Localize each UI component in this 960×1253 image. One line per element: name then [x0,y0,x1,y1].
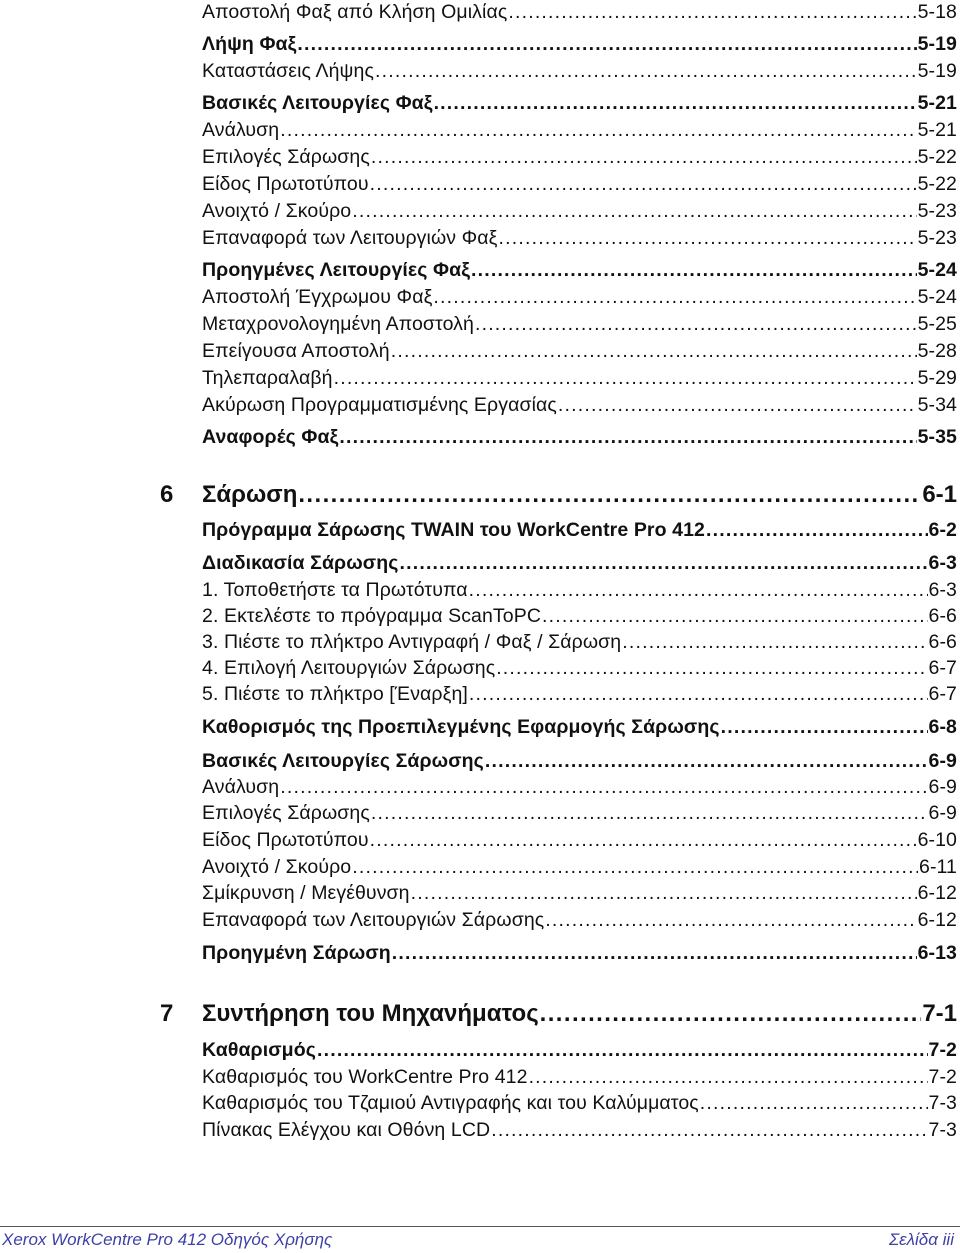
footer-document-title: Xerox WorkCentre Pro 412 Οδηγός Χρήσης [2,1230,333,1249]
toc-entry [202,393,957,417]
toc-entry [202,656,957,680]
toc-entry [202,59,957,83]
dot-leader [371,145,917,169]
dot-leader [485,749,928,773]
dot-leader [508,0,916,24]
toc-entry [202,0,957,24]
toc-entry-page: 6-3 [928,579,957,601]
toc-entry-label: Ακύρωση Προγραμματισμένης Εργασίας [202,394,557,416]
toc-entry-page: 6-11 [919,856,957,878]
toc-section [202,91,957,115]
toc-entry-page: 6-7 [928,657,957,679]
toc-entry-page: 6-9 [928,750,957,772]
dot-leader [469,578,928,602]
dot-leader [545,908,916,932]
toc-entry [202,199,957,223]
toc-entry-page: 6-7 [928,683,957,705]
dot-leader [297,32,916,56]
toc-entry-page: 5-28 [917,340,957,362]
toc-section [202,749,957,773]
toc-entry [202,1065,957,1089]
toc-entry-page: 7-1 [922,1000,957,1027]
dot-leader [280,775,927,799]
toc-entry-page: 5-23 [917,200,957,222]
toc-entry-page: 6-9 [928,802,957,824]
toc-entry-label: Μεταχρονολογημένη Αποστολή [202,313,474,335]
dot-leader [375,59,917,83]
dot-leader [721,715,928,739]
toc-section [202,32,957,56]
toc-entry-label: Συντήρηση του Μηχανήματος [202,1000,539,1027]
toc-entry-page: 7-2 [928,1039,957,1061]
dot-leader [700,1091,928,1115]
toc-entry-page: 6-12 [917,882,957,904]
dot-leader [371,801,928,825]
dot-leader [399,551,927,575]
dot-leader [298,480,921,510]
toc-entry-label: Καθαρισμός [202,1039,316,1061]
toc-entry [202,226,957,250]
toc-section [202,715,957,739]
toc-entry-label: Προηγμένη Σάρωση [202,942,391,964]
toc-entry-label: Επιλογές Σάρωσης [202,802,370,824]
toc-entry [202,1091,957,1115]
toc-entry-page: 5-35 [917,426,957,448]
toc-entry-label: Πίνακας Ελέγχου και Οθόνη LCD [202,1119,491,1141]
toc-entry-label: Επαναφορά των Λειτουργιών Σάρωσης [202,909,545,931]
toc-entry-page: 5-29 [917,367,957,389]
toc-entry-label: 1. Τοποθετήστε τα Πρωτότυπα [202,579,468,601]
toc-entry [202,312,957,336]
toc-entry-page: 5-24 [917,286,957,308]
toc-entry-label: Επιλογές Σάρωσης [202,146,370,168]
toc-entry-page: 6-2 [928,519,957,541]
toc-entry-label: Ανοιχτό / Σκούρο [202,856,352,878]
dot-leader [496,656,927,680]
toc-entry [202,630,957,654]
dot-leader [392,941,917,965]
toc-entry-page: 7-3 [928,1119,957,1141]
toc-entry [202,828,957,852]
toc-entry [202,855,957,879]
toc-entry [202,801,957,825]
toc-entry-label: 5. Πιέστε το πλήκτρο [Έναρξη] [202,683,468,705]
toc-entry-label: 2. Εκτελέστε το πρόγραμμα ScanToPC [202,605,542,627]
toc-entry-label: Βασικές Λειτουργίες Σάρωσης [202,750,484,772]
toc-entry [202,172,957,196]
toc-entry-page: 5-22 [917,173,957,195]
toc-section [202,551,957,575]
toc-entry-page: 6-8 [928,716,957,738]
toc-entry [202,775,957,799]
dot-leader [317,1038,928,1062]
toc-entry-label: Αναφορές Φαξ [202,426,339,448]
toc-entry [202,908,957,932]
toc-entry-label: Ανοιχτό / Σκούρο [202,200,352,222]
toc-section [202,1038,957,1062]
toc-chapter [160,480,957,510]
toc-entry-label: Σμίκρυνση / Μεγέθυνση [202,882,410,904]
toc-entry-page: 5-18 [917,1,957,23]
toc-entry-page: 7-3 [928,1092,957,1114]
dot-leader [622,630,927,654]
dot-leader [280,118,916,142]
toc-entry-label: Λήψη Φαξ [202,33,297,55]
dot-leader [471,258,917,282]
toc-entry-page: 7-2 [928,1066,957,1088]
chapter-number: 6 [160,481,174,508]
toc-entry-page: 6-3 [928,552,957,574]
toc-entry-page: 5-21 [917,119,957,141]
toc-entry-page: 6-13 [917,942,957,964]
dot-leader [706,518,928,542]
toc-entry-page: 6-9 [928,776,957,798]
toc-entry-label: 3. Πιέστε το πλήκτρο Αντιγραφή / Φαξ / Σάρωση [202,631,622,653]
dot-leader [339,425,916,449]
toc-entry-label: Καθαρισμός του Τζαμιού Αντιγραφής και του Καλύμματος [202,1092,699,1114]
dot-leader [334,366,917,390]
toc-entry [202,339,957,363]
toc-entry-page: 5-25 [917,313,957,335]
toc-section [202,518,957,542]
toc-entry-page: 5-21 [917,92,957,114]
toc-entry-label: Αποστολή Φαξ από Κλήση Ομιλίας [202,1,508,23]
toc-entry-label: Προηγμένες Λειτουργίες Φαξ [202,259,470,281]
toc-entry-label: Τηλεπαραλαβή [202,367,333,389]
toc-entry-label: Επαναφορά των Λειτουργιών Φαξ [202,227,498,249]
dot-leader [540,999,922,1029]
toc-entry-label: Καταστάσεις Λήψης [202,60,374,82]
dot-leader [475,312,917,336]
toc-entry-page: 5-24 [917,259,957,281]
toc-entry [202,366,957,390]
footer-divider [0,1226,960,1227]
dot-leader [370,172,917,196]
dot-leader [558,393,917,417]
toc-entry-label: Ανάλυση [202,776,280,798]
toc-entry-label: Ανάλυση [202,119,280,141]
toc-entry [202,145,957,169]
dot-leader [433,285,916,309]
toc-entry-label: Βασικές Λειτουργίες Φαξ [202,92,433,114]
toc-entry-label: Πρόγραμμα Σάρωσης TWAIN του WorkCentre Pro 412 [202,519,705,541]
toc-entry-page: 6-10 [917,829,957,851]
dot-leader [370,828,917,852]
toc-entry-page: 5-19 [917,33,957,55]
toc-entry-label: Είδος Πρωτοτύπου [202,173,369,195]
dot-leader [499,226,917,250]
dot-leader [352,855,918,879]
dot-leader [391,339,917,363]
toc-entry-page: 5-23 [917,227,957,249]
toc-entry [202,578,957,602]
dot-leader [529,1065,928,1089]
dot-leader [469,682,928,706]
toc-entry-label: Καθορισμός της Προεπιλεγμένης Εφαρμογής Σάρωσης [202,716,720,738]
toc-entry-label: Καθαρισμός του WorkCentre Pro 412 [202,1066,528,1088]
dot-leader [352,199,916,223]
toc-entry [202,118,957,142]
toc-entry-label: Διαδικασία Σάρωσης [202,552,399,574]
dot-leader [411,881,917,905]
toc-entry-label: Επείγουσα Αποστολή [202,340,390,362]
toc-entry [202,285,957,309]
dot-leader [434,91,917,115]
toc-entry [202,604,957,628]
toc-chapter [160,999,957,1029]
toc-section [202,258,957,282]
toc-entry-label: Αποστολή Έγχρωμου Φαξ [202,286,433,308]
toc-entry-page: 6-6 [928,605,957,627]
toc-entry-label: Σάρωση [202,481,298,508]
toc-entry-page: 5-22 [917,146,957,168]
dot-leader [542,604,928,628]
toc-section [202,425,957,449]
toc-entry-page: 6-12 [917,909,957,931]
toc-entry [202,881,957,905]
toc-entry [202,1118,957,1142]
toc-entry-page: 6-6 [928,631,957,653]
toc-entry [202,682,957,706]
toc-entry-label: Είδος Πρωτοτύπου [202,829,369,851]
toc-entry-page: 6-1 [922,481,957,508]
toc-section [202,941,957,965]
toc-entry-label: 4. Επιλογή Λειτουργιών Σάρωσης [202,657,496,679]
chapter-number: 7 [160,1000,174,1027]
toc-entry-page: 5-19 [917,60,957,82]
footer-page-number: Σελίδα iii [888,1230,954,1249]
dot-leader [491,1118,927,1142]
toc-entry-page: 5-34 [917,394,957,416]
